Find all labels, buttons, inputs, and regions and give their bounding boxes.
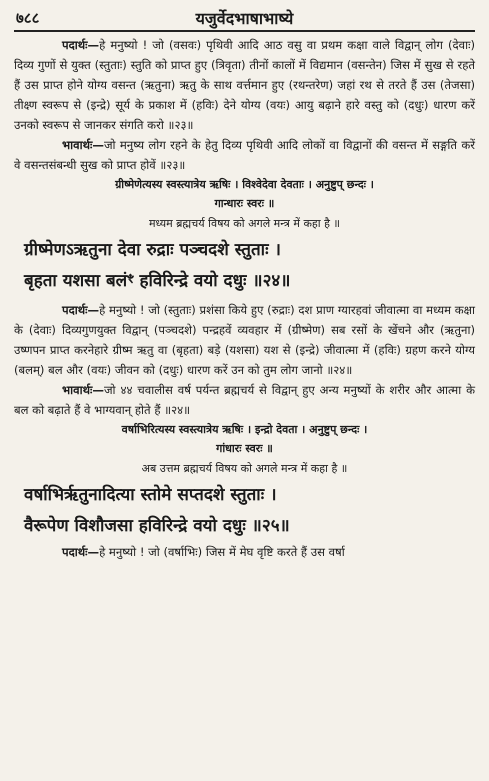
padartha-label: पदार्थः—: [62, 303, 100, 317]
page-header: [14, 6, 475, 32]
padartha-paragraph: [14, 35, 475, 135]
bhavartha-paragraph: [14, 135, 475, 175]
padartha-text: हे मनुष्यो ! जो (वसवः) पृथिवी आदि आठ वसु वा प्रथम कक्षा वाले विद्वान् लोग (देवाः) दिव्य गुणों से युक्त (स्तुताः) स्तुति को प्राप्त हुए (त्रिवृता) तीनों कालों में विद्यमान (वसन्तेन) जिस में सुख से रहते हैं उस प्राप्त होने योग्य वसन्त (ऋतुना) ऋतु के साथ वर्त्तमान हुए (रथन्तरेण) जहां रथ से तरते हैं उस (तेजसा) तीक्ष्ण स्वरूप से (इन्द्रे) सूर्य के प्रकाश में (हविः) देने योग्य (वयः) आयु बढ़ाने हारे वस्तु को (दधुः) धारण करें उनको स्वरूप से जानकर संगति करो ॥२३॥: [14, 38, 475, 132]
page-number: ७८८: [16, 9, 40, 27]
padartha-paragraph: [14, 542, 475, 562]
padartha-label: पदार्थः—: [62, 38, 100, 52]
rishi-devata-line: ग्रीष्मेणेत्यस्य स्वस्त्यात्रेय ऋषिः । विश्वेदेवा देवताः । अनुष्टुप् छन्दः ।: [115, 178, 374, 191]
padartha-label: पदार्थः—: [62, 545, 100, 559]
padartha-text: हे मनुष्यो ! जो (वर्षाभिः) जिस में मेघ वृष्टि करते हैं उस वर्षा: [99, 545, 345, 559]
rishi-devata-line: वर्षाभिरित्यस्य स्वस्त्यात्रेय ऋषिः । इन्द्रो देवता । अनुष्टुप् छन्दः ।: [121, 423, 368, 436]
padartha-text: हे मनुष्यो ! जो (स्तुताः) प्रशंसा किये हुए (रुद्राः) दश प्राण ग्यारहवां जीवात्मा वा मध्यम कक्षा के (देवाः) दिव्यगुणयुक्त विद्वान् (पञ्चदशे) पन्द्रहवें व्यवहार में (ग्रीष्मेण) सब रसों के खेंचने और (ऋतुना) उष्णपन प्राप्त करनेहारे ग्रीष्म ऋतु वा (बृहता) बड़े (यशसा) यश से (इन्द्रे) जीवात्मा में (हविः) ग्रहण करने योग्य (बलम्) बल और (वयः) जीवन को (दधुः) धारण करें उन को तुम लोग जानो ॥२४॥: [14, 303, 475, 377]
page-title: यजुर्वेदभाषाभाष्ये: [195, 9, 294, 28]
svara-line: गांधारः स्वरः ॥: [216, 442, 273, 455]
padartha-paragraph: [14, 300, 475, 380]
topic-intro: अब उत्तम ब्रह्मचर्य विषय को अगले मन्त्र में कहा है ॥: [141, 462, 348, 475]
bhavartha-paragraph: [14, 380, 475, 420]
bhavartha-text: जो ४४ चवालीस वर्ष पर्यन्त ब्रह्मचर्य से विद्वान् हुए अन्य मनुष्यों के शरीर और आत्मा के बल को बढ़ाते हैं वे भाग्यवान् होते हैं ॥२४॥: [14, 383, 475, 417]
mantra-line: ग्रीष्मेणऽऋतुना देवा रुद्राः पञ्चदशे स्तुताः ।: [24, 240, 281, 260]
topic-intro: मध्यम ब्रह्मचर्य विषय को अगले मन्त्र में कहा है ॥: [148, 217, 341, 230]
bhavartha-text: जो मनुष्य लोग रहने के हेतु दिव्य पृथिवी आदि लोकों वा विद्वानों की वसन्त में सङ्गति करें वे वसन्तसंबन्धी सुख को प्राप्त होवें ॥२३॥: [14, 138, 475, 172]
mantra-line: वैरूपेण विशौजसा हविरिन्द्रे वयो दधुः ॥२५॥: [24, 516, 290, 536]
mantra-line: बृहता यशसा बलंꣳ हविरिन्द्रे वयो दधुः ॥२४॥: [24, 271, 291, 291]
svara-line: गान्धारः स्वरः ॥: [214, 197, 275, 210]
bhavartha-label: भावार्थः—: [62, 383, 104, 397]
bhavartha-label: भावार्थः—: [62, 138, 104, 152]
mantra-line: वर्षाभिर्ऋतुनादित्या स्तोमे सप्तदशे स्तुताः ।: [24, 485, 277, 505]
